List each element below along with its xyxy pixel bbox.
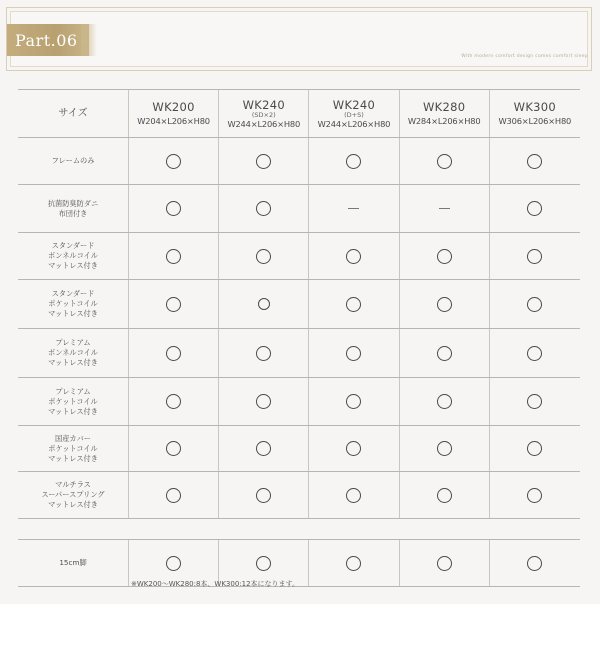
available-circle-icon xyxy=(437,441,452,456)
availability-cell xyxy=(400,233,490,279)
row-label-cell xyxy=(18,138,129,184)
availability-cell xyxy=(309,540,399,586)
availability-cell xyxy=(129,426,219,471)
footnote: ※WK200～WK280:8本、WK300:12本になります。 xyxy=(131,580,300,588)
available-circle-icon xyxy=(256,441,271,456)
spec-table xyxy=(18,89,580,587)
row-label-line: スタンダード xyxy=(51,289,95,298)
available-circle-icon xyxy=(527,394,542,409)
available-circle-icon xyxy=(346,394,361,409)
available-circle-icon xyxy=(258,298,270,310)
availability-cell xyxy=(219,185,309,232)
unavailable-dash-icon xyxy=(348,208,359,209)
row-label-line: ボンネルコイル xyxy=(48,348,98,357)
row-label-cell xyxy=(18,233,129,279)
availability-cell xyxy=(219,280,309,328)
row-label-line: ボンネルコイル xyxy=(48,251,98,260)
row-label-line: スタンダード xyxy=(51,241,95,250)
available-circle-icon xyxy=(437,394,452,409)
column-dims: W284×L206×H80 xyxy=(407,116,481,126)
row-label-line: 15cm脚 xyxy=(59,558,87,567)
column-model: WK300 xyxy=(513,100,557,114)
column-model: WK280 xyxy=(422,100,466,114)
availability-cell xyxy=(219,472,309,518)
available-circle-icon xyxy=(256,346,271,361)
availability-cell xyxy=(490,185,580,232)
available-circle-icon xyxy=(527,488,542,503)
availability-cell xyxy=(309,472,399,518)
available-circle-icon xyxy=(437,154,452,169)
row-label-cell xyxy=(18,472,129,518)
available-circle-icon xyxy=(166,556,181,571)
row-label-line: フレームのみ xyxy=(51,156,95,165)
available-circle-icon xyxy=(256,394,271,409)
row-label-line: 布団付き xyxy=(58,208,88,218)
availability-cell xyxy=(219,233,309,279)
availability-cell xyxy=(490,472,580,518)
table-body xyxy=(18,138,580,519)
table-gap xyxy=(18,519,580,539)
availability-cell xyxy=(129,378,219,425)
column-dims: W244×L206×H80 xyxy=(317,118,391,129)
availability-cell xyxy=(309,378,399,425)
column-header xyxy=(219,90,309,137)
row-label-line: プレミアム xyxy=(55,386,91,396)
available-circle-icon xyxy=(166,441,181,456)
table-row xyxy=(18,426,580,472)
available-circle-icon xyxy=(166,249,181,264)
row-label-cell xyxy=(18,185,129,232)
row-label-cell xyxy=(18,540,129,586)
table-row xyxy=(18,280,580,329)
availability-cell xyxy=(490,233,580,279)
available-circle-icon xyxy=(437,249,452,264)
row-label-line: マットレス付き xyxy=(48,500,98,509)
availability-cell xyxy=(400,280,490,328)
available-circle-icon xyxy=(256,154,271,169)
available-circle-icon xyxy=(527,249,542,264)
row-label-line: 抗菌防臭防ダニ xyxy=(47,198,99,208)
row-label-line: マットレス付き xyxy=(48,453,98,463)
availability-cell xyxy=(309,185,399,232)
row-label-line: ポケットコイル xyxy=(48,396,98,406)
column-model: WK240 xyxy=(332,97,376,112)
availability-cell xyxy=(400,185,490,232)
column-model: WK240 xyxy=(242,97,285,112)
column-header xyxy=(129,90,219,137)
available-circle-icon xyxy=(166,394,181,409)
available-circle-icon xyxy=(437,297,452,312)
availability-cell xyxy=(129,233,219,279)
available-circle-icon xyxy=(346,154,361,169)
available-circle-icon xyxy=(256,556,271,571)
availability-cell xyxy=(400,540,490,586)
availability-cell xyxy=(219,138,309,184)
availability-cell xyxy=(400,472,490,518)
available-circle-icon xyxy=(346,441,361,456)
available-circle-icon xyxy=(346,488,361,503)
available-circle-icon xyxy=(437,346,452,361)
table-row xyxy=(18,138,580,185)
row-label-line: プレミアム xyxy=(55,338,91,347)
column-dims: W244×L206×H80 xyxy=(227,118,301,129)
row-label-line: マットレス付き xyxy=(48,358,98,367)
availability-cell xyxy=(129,329,219,377)
availability-cell xyxy=(490,378,580,425)
available-circle-icon xyxy=(527,154,542,169)
column-header xyxy=(309,90,399,137)
row-label-cell xyxy=(18,426,129,471)
table-row xyxy=(18,185,580,233)
unavailable-dash-icon xyxy=(439,208,450,209)
availability-cell xyxy=(490,540,580,586)
column-sub: (SD×2) xyxy=(251,110,276,119)
column-dims: W306×L206×H80 xyxy=(498,116,572,126)
part-badge-label: Part.06 xyxy=(15,30,78,50)
availability-cell xyxy=(309,280,399,328)
column-model: WK200 xyxy=(152,100,195,114)
availability-cell xyxy=(219,329,309,377)
available-circle-icon xyxy=(256,201,271,216)
row-label-line: マットレス付き xyxy=(48,309,98,318)
column-header xyxy=(490,90,580,137)
available-circle-icon xyxy=(527,346,542,361)
row-label-cell xyxy=(18,378,129,425)
availability-cell xyxy=(219,378,309,425)
available-circle-icon xyxy=(256,249,271,264)
availability-cell xyxy=(309,138,399,184)
header-tagline: With modern comfort design comes comfort sleep xyxy=(461,54,588,59)
available-circle-icon xyxy=(437,488,452,503)
size-header-cell xyxy=(18,90,129,137)
row-label-line: ポケットコイル xyxy=(48,443,98,453)
available-circle-icon xyxy=(527,297,542,312)
available-circle-icon xyxy=(527,201,542,216)
available-circle-icon xyxy=(346,346,361,361)
available-circle-icon xyxy=(437,556,452,571)
availability-cell xyxy=(400,138,490,184)
available-circle-icon xyxy=(256,488,271,503)
row-label-line: 国産カバー xyxy=(55,433,91,443)
available-circle-icon xyxy=(166,154,181,169)
row-label-line: マルチラス xyxy=(55,480,91,489)
available-circle-icon xyxy=(346,556,361,571)
available-circle-icon xyxy=(346,249,361,264)
availability-cell xyxy=(309,233,399,279)
availability-cell xyxy=(400,378,490,425)
availability-cell xyxy=(129,185,219,232)
available-circle-icon xyxy=(166,346,181,361)
availability-cell xyxy=(400,426,490,471)
column-header xyxy=(400,90,490,137)
size-header-label: サイズ xyxy=(58,107,88,119)
table-row xyxy=(18,378,580,426)
available-circle-icon xyxy=(346,297,361,312)
table-row xyxy=(18,329,580,378)
column-sub: (D+S) xyxy=(344,110,364,119)
row-label-cell xyxy=(18,280,129,328)
availability-cell xyxy=(490,329,580,377)
availability-cell xyxy=(129,280,219,328)
available-circle-icon xyxy=(166,488,181,503)
column-dims: W204×L206×H80 xyxy=(137,116,210,126)
table-row xyxy=(18,233,580,280)
row-label-cell xyxy=(18,329,129,377)
table-header-row xyxy=(18,89,580,138)
table-row xyxy=(18,472,580,519)
available-circle-icon xyxy=(166,297,181,312)
availability-cell xyxy=(309,426,399,471)
availability-cell xyxy=(490,426,580,471)
availability-cell xyxy=(309,329,399,377)
available-circle-icon xyxy=(527,441,542,456)
availability-cell xyxy=(490,138,580,184)
row-label-line: マットレス付き xyxy=(48,406,98,416)
part-badge xyxy=(7,24,89,56)
availability-cell xyxy=(490,280,580,328)
availability-cell xyxy=(129,138,219,184)
availability-cell xyxy=(400,329,490,377)
row-label-line: マットレス付き xyxy=(48,261,98,270)
available-circle-icon xyxy=(527,556,542,571)
row-label-line: スーパースプリング xyxy=(41,490,105,499)
available-circle-icon xyxy=(166,201,181,216)
availability-cell xyxy=(129,472,219,518)
row-label-line: ポケットコイル xyxy=(48,299,98,308)
availability-cell xyxy=(219,426,309,471)
